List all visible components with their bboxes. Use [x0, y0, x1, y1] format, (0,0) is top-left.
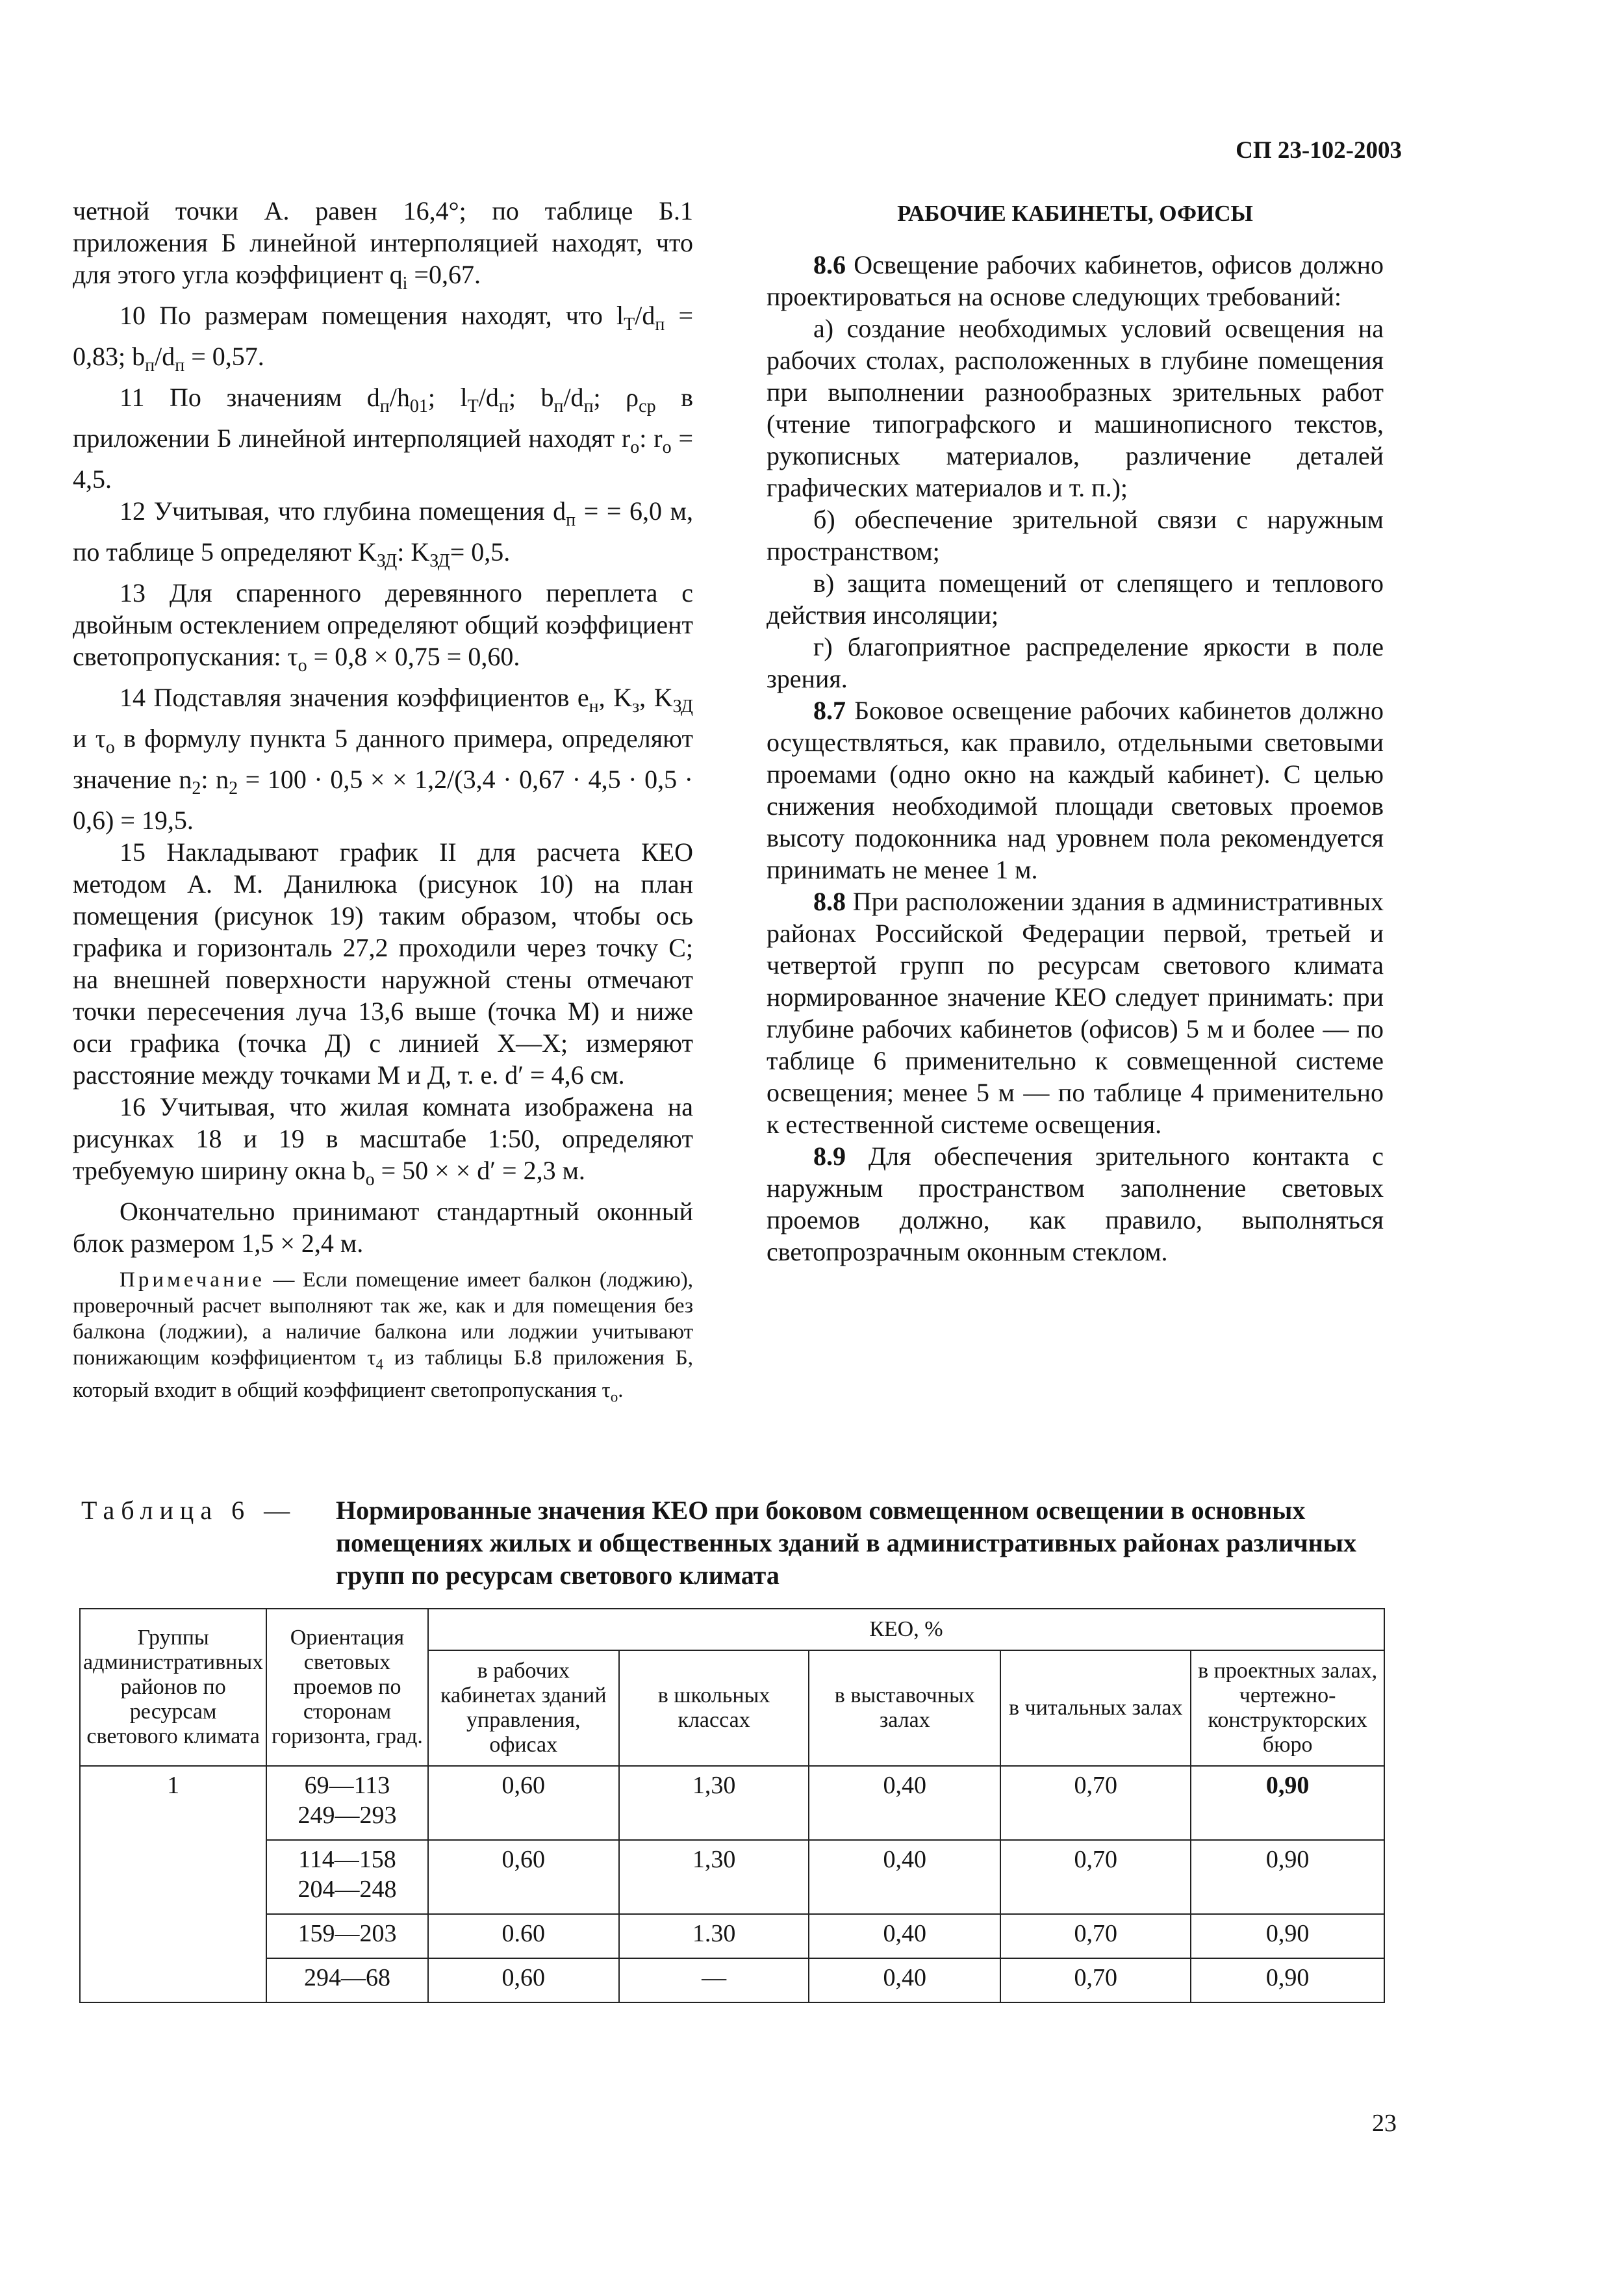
paragraph-12: 12 Учитывая, что глубина помещения $d_п$ = = 6,0 м, по таблице 5 определяют $K_{ЗД}$: $K_{ЗД}= 0,5$.	[73, 496, 693, 571]
value-cell: 0,90	[1191, 1958, 1384, 2002]
left-column	[73, 195, 693, 1409]
keo-table	[79, 1608, 1385, 2003]
list-item-v: в) защита помещений от слепящего и теплового действия инсоляции;	[767, 569, 1384, 630]
value-cell: 0,40	[809, 1958, 1000, 2002]
header-orientation: Ориентация световых проемов по сторонам горизонта, град.	[266, 1609, 428, 1766]
orientation-cell: 114—158 204—248	[266, 1840, 428, 1914]
table-row	[80, 1840, 1384, 1914]
table-row	[80, 1958, 1384, 2002]
orientation-cell: 159—203	[266, 1914, 428, 1958]
list-item-a: а) создание необходимых условий освещения на рабочих столах, расположенных в глубине помещения при выполнении разнообразных зрительных работ (чтение типографского и машинописного текстов, рукописных материалов, различение деталей графических материалов и т. п.);	[767, 314, 1384, 502]
value-cell: 0,40	[809, 1766, 1000, 1840]
value-cell: 0,90	[1191, 1840, 1384, 1914]
value-cell: 0.60	[428, 1914, 619, 1958]
paragraph-17: Окончательно принимают стандартный оконный блок размером 1,5 × 2,4 м.	[73, 1197, 693, 1258]
value-cell: 0,40	[809, 1914, 1000, 1958]
value-cell: 0,70	[1000, 1766, 1191, 1840]
clause-8-9: 8.9 Для обеспечения зрительного контакта с наружным пространством заполнение световых проемов должно, как правило, выполняться светопрозрачным оконным стеклом.	[767, 1142, 1384, 1266]
table-row	[80, 1914, 1384, 1958]
list-item-b: б) обеспечение зрительной связи с наружным пространством;	[767, 505, 1384, 566]
header-exhibition: в выставочных залах	[809, 1650, 1000, 1766]
table-label: Таблица 6 —	[81, 1496, 297, 1525]
value-cell: 0,60	[428, 1840, 619, 1914]
group-cell: 1	[80, 1766, 266, 2002]
page-number: 23	[1372, 2110, 1397, 2137]
header-reading: в читальных залах	[1000, 1650, 1191, 1766]
value-cell: —	[619, 1958, 809, 2002]
paragraph-13: 13 Для спаренного деревянного переплета с двойным остеклением определяют общий коэффициент светопропускания: $\tau_о = 0,8 \times 0,75 = 0,60$.	[73, 578, 693, 676]
orientation-cell: 69—113 249—293	[266, 1766, 428, 1840]
clause-8-7: 8.7 Боковое освещение рабочих кабинетов должно осуществляться, как правило, отдельными световыми проемами (одно окно на каждый кабинет). С целью снижения необходимой площади световых проемов высоту подоконника над уровнем пола рекомендуется принимать не менее 1 м.	[767, 696, 1384, 884]
note: Примечание — Если помещение имеет балкон (лоджию), проверочный расчет выполняют так же, как и для помещения без балкона (лоджии), а наличие балкона или лоджии учитывают понижающим коэффициентом $\tau_4$ из таблицы Б.8 приложения Б, который входит в общий коэффициент светопропускания $\tau_о$.	[73, 1268, 693, 1405]
table-row	[80, 1766, 1384, 1840]
clause-8-6: 8.6 Освещение рабочих кабинетов, офисов должно проектироваться на основе следующих требований:	[767, 250, 1384, 311]
value-cell: 1,30	[619, 1840, 809, 1914]
right-column	[767, 195, 1384, 1268]
value-cell: 0,60	[428, 1766, 619, 1840]
value-cell: 0,40	[809, 1840, 1000, 1914]
value-cell: 0,90	[1191, 1766, 1384, 1840]
value-cell: 0,60	[428, 1958, 619, 2002]
table-title: Нормированные значения КЕО при боковом совмещенном освещении в основных помещениях жилых и общественных зданий в административных районах различных групп по ресурсам светового климата	[336, 1496, 1357, 1590]
section-title: РАБОЧИЕ КАБИНЕТЫ, ОФИСЫ	[897, 201, 1253, 226]
document-code: СП 23-102-2003	[1236, 137, 1402, 164]
header-offices: в рабочих кабинетах зданий управления, офисах	[428, 1650, 619, 1766]
header-classrooms: в школьных классах	[619, 1650, 809, 1766]
paragraph-16: 16 Учитывая, что жилая комната изображена на рисунках 18 и 19 в масштабе 1:50, определяют требуемую ширину окна $b_о = 50$ × × d′ = 2,3 м.	[73, 1092, 693, 1190]
value-cell: 0,70	[1000, 1914, 1191, 1958]
paragraph-15: 15 Накладывают график II для расчета КЕО методом А. М. Данилюка (рисунок 10) на план помещения (рисунок 19) таким образом, чтобы ось графика и горизонталь 27,2 проходили через точку С; на внешней поверхности наружной стены отмечают точки пересечения луча 13,6 выше (точка М) и ниже оси графика (точка Д) с линией X—X; измеряют расстояние между точками М и Д, т. е. d′ = 4,6 см.	[73, 837, 693, 1090]
clause-8-8: 8.8 При расположении здания в административных районах Российской Федерации первой, третьей и четвертой групп по ресурсам светового климата нормированное значение КЕО следует принимать: при глубине рабочих кабинетов (офисов) 5 м и более — по таблице 6 применительно к совмещенной системе освещения; менее 5 м — по таблице 4 применительно к естественной системе освещения.	[767, 887, 1384, 1139]
list-item-g: г) благоприятное распределение яркости в поле зрения.	[767, 632, 1384, 693]
paragraph-continuation: четной точки А. равен 16,4°; по таблице Б.1 приложения Б линейной интерполяцией находят, что для этого угла коэффициент $q_i =0,67$.	[73, 196, 693, 294]
paragraph-11: 11 По значениям $d_п/h_{01}$; $l_T/d_п$; $b_п/d_п$; $\rho_{ср}$ в приложении Б линейной интерполяцией находят $r_о$: $r_о = 4,5$.	[73, 383, 694, 494]
header-design: в проектных залах, чертежно-конструкторских бюро	[1191, 1650, 1384, 1766]
value-cell: 1,30	[619, 1766, 809, 1840]
value-cell: 0,90	[1191, 1914, 1384, 1958]
paragraph-10: 10 По размерам помещения находят, что $l_T/d_п = 0,83$; $b_п/d_п = 0,57$.	[73, 301, 694, 376]
header-keo: КЕО, %	[428, 1609, 1384, 1650]
value-cell: 1.30	[619, 1914, 809, 1958]
value-cell: 0,70	[1000, 1958, 1191, 2002]
paragraph-14: 14 Подставляя значения коэффициентов $e_н$, $K_з$, $K_{ЗД}$ и $\tau_о$ в формулу пункта 5 данного примера, определяют значение $n_2$: $n_2 = 100 \cdot 0,5$ × × 1,2/(3,4 · 0,67 · 4,5 · 0,5 · 0,6) = 19,5.	[73, 683, 694, 835]
orientation-cell: 294—68	[266, 1958, 428, 2002]
value-cell: 0,70	[1000, 1840, 1191, 1914]
table-caption	[81, 1494, 1387, 1592]
header-group: Группы административных районов по ресурсам светового климата	[80, 1609, 266, 1766]
